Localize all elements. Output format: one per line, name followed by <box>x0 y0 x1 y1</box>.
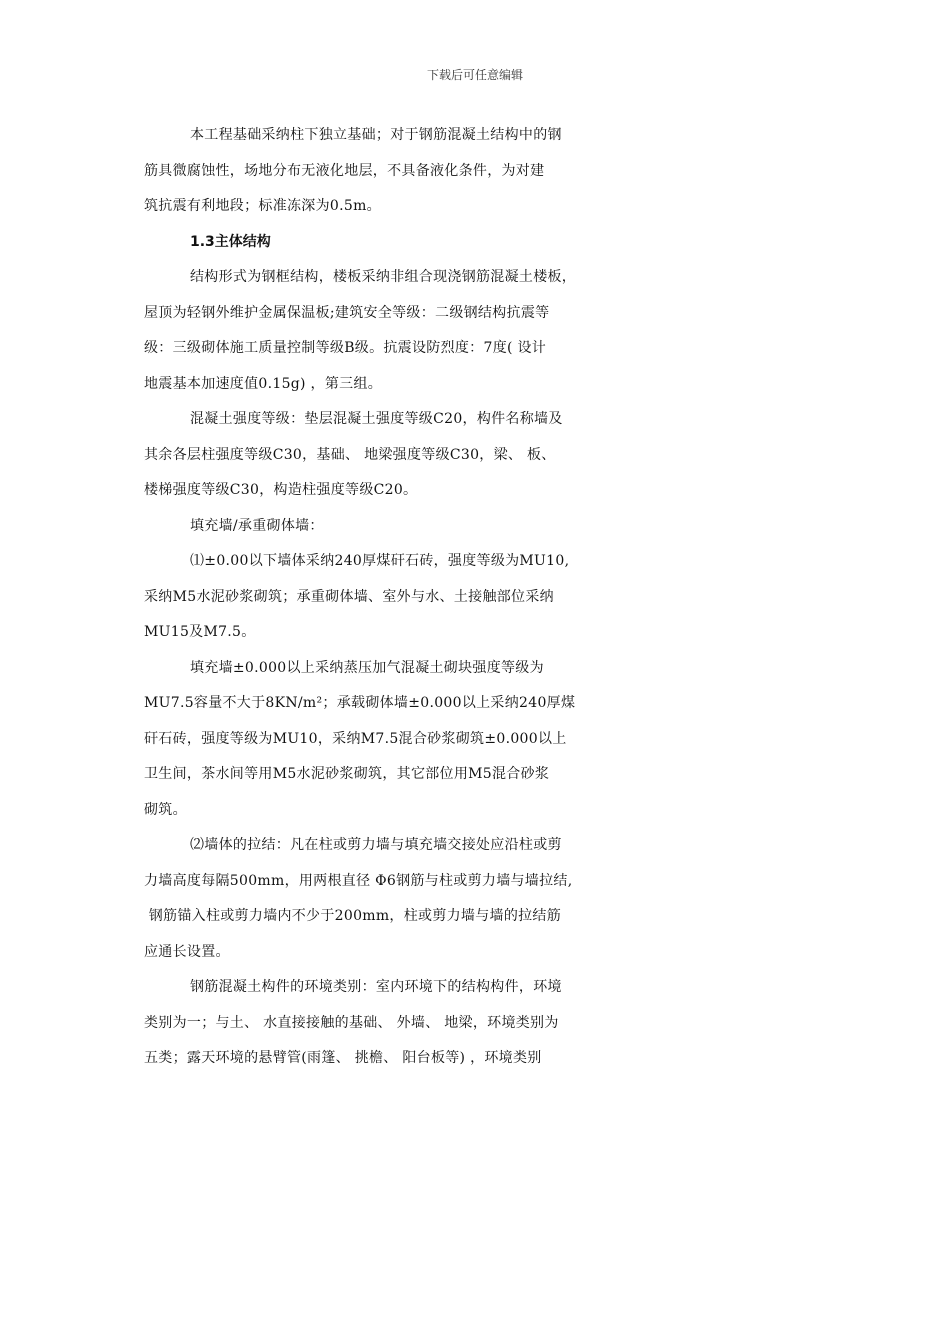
text-line: 级：三级砌体施工质量控制等级B级。抗震设防烈度：7度( 设计 <box>144 340 547 356</box>
text-line: 屋顶为轻钢外维护金属保温板;建筑安全等级：二级钢结构抗震等 <box>144 304 550 321</box>
text-line: 类别为一；与土、 水直接接触的基础、 外墙、 地梁，环境类别为 <box>144 1014 559 1031</box>
paragraph-infill-above <box>144 651 814 829</box>
text-line: 筋具微腐蚀性，场地分布无液化地层，不具备液化条件，为对建 <box>144 162 545 179</box>
paragraph-infill-wall <box>144 509 814 545</box>
page-header: 下载后可任意编辑 <box>426 68 523 82</box>
text-line: ⑵墙体的拉结：凡在柱或剪力墙与填充墙交接处应沿柱或剪 <box>190 837 562 853</box>
text-line: 楼梯强度等级C30，构造柱强度等级C20。 <box>144 482 418 498</box>
text-line: 应通长设置。 <box>144 943 230 960</box>
text-line: 砌筑。 <box>144 801 187 818</box>
text-line: 混凝土强度等级：垫层混凝土强度等级C20，构件名称墙及 <box>190 411 563 427</box>
text-line: MU7.5容量不大于8KN/m²；承载砌体墙±0.000以上采纳240厚煤 <box>144 695 576 711</box>
paragraph-structure-form <box>144 260 814 402</box>
paragraph-item-1 <box>144 544 814 651</box>
text-line: 卫生间，茶水间等用M5水泥砂浆砌筑，其它部位用M5混合砂浆 <box>144 766 550 782</box>
document-body <box>144 118 814 1077</box>
paragraph-concrete-grade <box>144 402 814 509</box>
paragraph-item-2 <box>144 828 814 970</box>
heading-text: 1.3主体结构 <box>190 233 271 250</box>
text-line: 结构形式为钢框结构，楼板采纳非组合现浇钢筋混凝土楼板， <box>190 269 577 285</box>
text-line: 五类；露天环境的悬臂管(雨篷、 挑檐、 阳台板等) ，环境类别 <box>144 1050 542 1066</box>
text-line: 其余各层柱强度等级C30，基础、 地梁强度等级C30，梁、 板、 <box>144 446 556 463</box>
paragraph-foundation <box>144 118 814 225</box>
text-line: 力墙高度每隔500mm，用两根直径 Φ6钢筋与柱或剪力墙与墙拉结, <box>144 872 573 889</box>
text-line: 钢筋混凝土构件的环境类别：室内环境下的结构构件，环境 <box>190 979 562 995</box>
section-heading <box>144 225 814 261</box>
text-line: 本工程基础采纳柱下独立基础；对于钢筋混凝土结构中的钢 <box>190 127 562 143</box>
text-line: 矸石砖，强度等级为MU10，采纳M7.5混合砂浆砌筑±0.000以上 <box>144 730 567 747</box>
text-line: MU15及M7.5。 <box>144 624 256 640</box>
text-line: 地震基本加速度值0.15g) ，第三组。 <box>144 375 383 392</box>
paragraph-environment-class <box>144 970 814 1077</box>
text-line: 采纳M5水泥砂浆砌筑；承重砌体墙、室外与水、土接触部位采纳 <box>144 588 554 605</box>
text-line: 填充墙/承重砌体墙： <box>190 517 324 534</box>
text-line: 钢筋锚入柱或剪力墙内不少于200mm，柱或剪力墙与墙的拉结筋 <box>144 908 562 924</box>
text-line: ⑴±0.00以下墙体采纳240厚煤矸石砖，强度等级为MU10, <box>190 553 570 569</box>
text-line: 筑抗震有利地段；标准冻深为0.5m。 <box>144 198 381 214</box>
text-line: 填充墙±0.000以上采纳蒸压加气混凝土砌块强度等级为 <box>190 659 544 676</box>
